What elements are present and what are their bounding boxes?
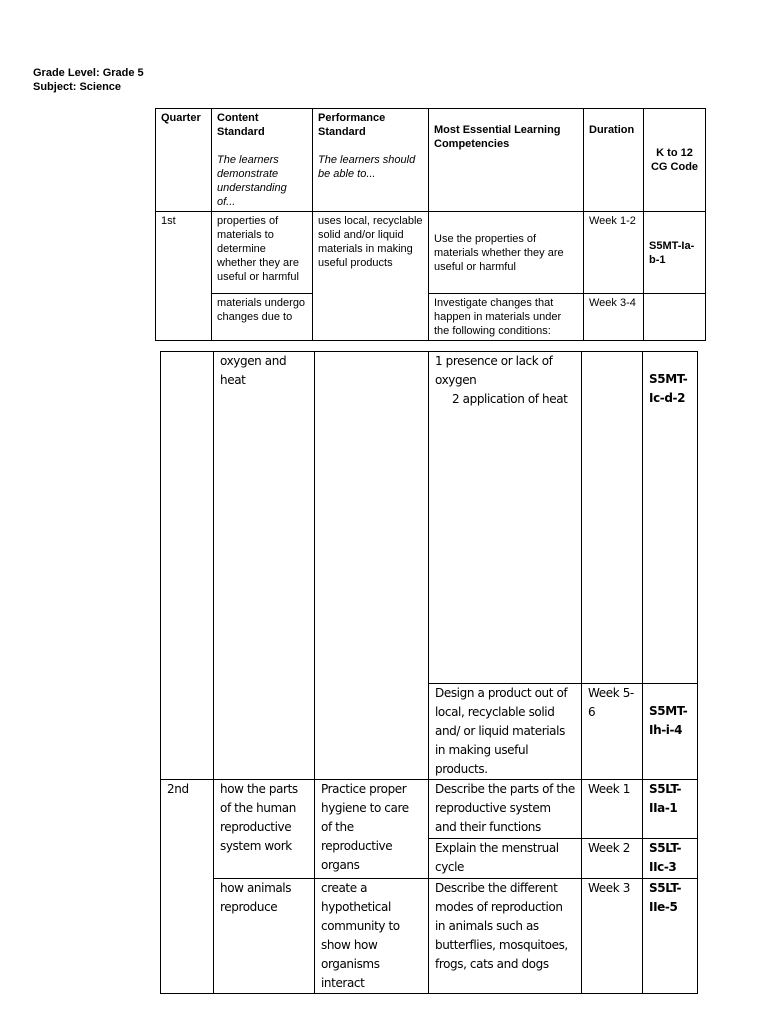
q2-competency-b: Explain the menstrual cycle	[429, 839, 582, 879]
cont-competency-line2: 2 application of heat	[452, 392, 568, 406]
q1-competency-b: Investigate changes that happen in materials under the following conditions:	[429, 294, 584, 341]
header-content-sub: The learners demonstrate understanding of...	[217, 154, 287, 208]
header-performance-title: Performance Standard	[318, 112, 386, 138]
q2-performance-a: Practice proper hygiene to care of the reproductive organs	[315, 780, 429, 879]
cont-quarter	[161, 352, 214, 780]
table-row	[161, 352, 698, 684]
cont-competency-b: Design a product out of local, recyclable solid and/ or liquid materials in making useful products.	[429, 684, 582, 780]
q1-duration-a: Week 1-2	[584, 212, 644, 294]
header-performance-standard	[313, 109, 429, 212]
q2-duration-c: Week 3	[582, 879, 643, 994]
header-duration: Duration	[584, 109, 644, 212]
q1-content-b: materials undergo changes due to	[212, 294, 313, 341]
q2-content-a: how the parts of the human reproductive system work	[214, 780, 315, 879]
q2-quarter: 2nd	[161, 780, 214, 994]
header-content-title: Content Standard	[217, 112, 265, 138]
table-row	[161, 780, 698, 839]
q1-quarter: 1st	[156, 212, 212, 341]
cont-competency-a	[429, 352, 582, 684]
q2-performance-c: create a hypothetical community to show how organisms interact	[315, 879, 429, 994]
cont-content: oxygen and heat	[214, 352, 315, 780]
header-content-standard	[212, 109, 313, 212]
cont-code-b: S5MT-Ih-i-4	[643, 684, 698, 780]
q2-code-a: S5LT-IIa-1	[643, 780, 698, 839]
q2-duration-b: Week 2	[582, 839, 643, 879]
cont-duration-a	[582, 352, 643, 684]
q1-competency-a: Use the properties of materials whether they are useful or harmful	[429, 212, 584, 294]
document-meta	[33, 66, 144, 94]
curriculum-table-top	[155, 108, 706, 341]
table-row	[156, 212, 706, 294]
header-melc: Most Essential Learning Competencies	[429, 109, 584, 212]
q1-performance: uses local, recyclable solid and/or liquid materials in making useful products	[313, 212, 429, 341]
q2-content-c: how animals reproduce	[214, 879, 315, 994]
header-code: K to 12 CG Code	[644, 109, 706, 212]
cont-duration-b: Week 5-6	[582, 684, 643, 780]
cont-code-a: S5MT-Ic-d-2	[643, 352, 698, 684]
grade-level: Grade Level: Grade 5	[33, 67, 144, 79]
curriculum-table-continued	[160, 351, 698, 994]
q1-duration-b: Week 3-4	[584, 294, 644, 341]
q2-competency-c: Describe the different modes of reproduction in animals such as butterflies, mosquitoes, frogs, cats and dogs	[429, 879, 582, 994]
q1-content-a: properties of materials to determine whether they are useful or harmful	[212, 212, 313, 294]
q2-code-c: S5LT-IIe-5	[643, 879, 698, 994]
q2-competency-a: Describe the parts of the reproductive system and their functions	[429, 780, 582, 839]
q1-code-a: S5MT-Ia-b-1	[644, 212, 706, 294]
q2-duration-a: Week 1	[582, 780, 643, 839]
header-performance-sub: The learners should be able to...	[318, 154, 416, 180]
header-row	[156, 109, 706, 212]
table-row	[156, 294, 706, 341]
q1-code-b	[644, 294, 706, 341]
q2-code-b: S5LT-IIc-3	[643, 839, 698, 879]
cont-competency-line1: 1 presence or lack of oxygen	[435, 354, 553, 387]
cont-performance	[315, 352, 429, 780]
subject: Subject: Science	[33, 81, 122, 93]
table-row	[161, 879, 698, 994]
header-quarter: Quarter	[156, 109, 212, 212]
